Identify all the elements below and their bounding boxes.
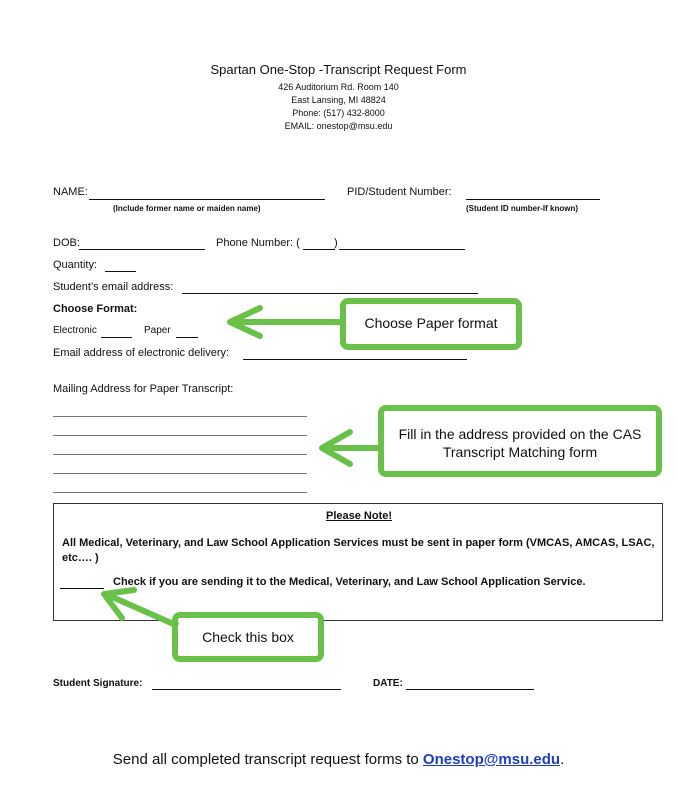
pid-hint: (Student ID number-If known) [466,204,578,213]
delivery-email-label: Email address of electronic delivery: [53,347,230,359]
choose-format-label: Choose Format: [53,303,138,315]
name-hint: (Include former name or maiden name) [113,204,261,213]
arrow-to-address-icon [316,428,384,468]
phone-area-code-field[interactable] [303,249,335,250]
paper-checkbox[interactable] [176,337,198,338]
footer-text: Send all completed transcript request forms to [112,751,423,768]
paper-label: Paper [144,325,171,336]
name-field[interactable] [89,199,325,200]
form-title: Spartan One-Stop -Transcript Request Form [210,62,467,77]
pid-field[interactable] [466,199,600,200]
name-label: NAME: [53,186,88,198]
phone-number-field[interactable] [339,249,465,250]
mailing-address-line-5[interactable] [53,492,307,493]
mailing-address-line-1[interactable] [53,416,307,417]
callout-check-box [172,612,324,662]
office-phone: Phone: (517) 432-8000 [292,108,385,118]
quantity-field[interactable] [105,271,136,272]
office-address-line2: East Lansing, MI 48824 [291,95,386,105]
signature-label: Student Signature: [53,678,143,689]
onestop-email-link[interactable]: Onestop@msu.edu [422,751,561,768]
date-label: DATE: [373,678,403,689]
arrow-to-checkbox-icon [96,588,182,634]
note-text: All Medical, Veterinary, and Law School Application Services must be sent in paper form (VMCAS, AMCAS, LSAC, etc…. ) [62,537,655,564]
office-address-line1: 426 Auditorium Rd. Room 140 [278,82,399,92]
mailing-address-line-4[interactable] [53,473,307,474]
mailing-address-line-2[interactable] [53,435,307,436]
phone-paren: ) [334,237,338,249]
delivery-email-field[interactable] [243,359,467,360]
callout-fill-address [378,405,662,477]
office-email: EMAIL: onestop@msu.edu [284,121,393,131]
arrow-to-paper-icon [220,305,345,339]
pid-label: PID/Student Number: [347,186,452,198]
dob-field[interactable] [79,249,205,250]
callout-choose-paper-text: Choose Paper format [364,315,498,331]
signature-field[interactable] [152,689,341,690]
mailing-address-line-3[interactable] [53,454,307,455]
phone-label: Phone Number: ( [216,237,300,249]
callout-check-box-text: Check this box [202,629,294,645]
dob-label: DOB: [53,237,80,249]
callout-choose-paper [340,298,522,350]
note-title: Please Note! [325,510,393,522]
footer-period: . [560,751,565,768]
electronic-checkbox[interactable] [101,337,132,338]
callout-fill-address-text: Fill in the address provided on the CAS Transcript Matching form [398,426,642,460]
student-email-field[interactable] [182,293,478,294]
mailing-address-label: Mailing Address for Paper Transcript: [53,383,234,395]
date-field[interactable] [406,689,534,690]
footer-note [0,751,677,768]
student-email-label: Student’s email address: [53,281,174,293]
quantity-label: Quantity: [53,259,98,271]
electronic-label: Electronic [53,325,97,336]
service-check-text: Check if you are sending it to the Medical, Veterinary, and Law School Application Service. [113,576,586,588]
